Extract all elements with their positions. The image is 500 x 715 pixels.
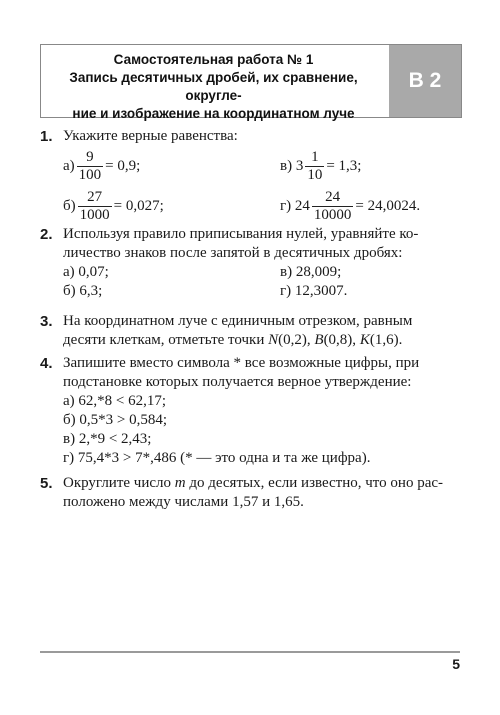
option-g: г) 75,4*3 > 7*,486 (* — это одна и та же цифра). — [63, 450, 371, 466]
option-label: г) 24 — [280, 197, 310, 214]
numerator: 27 — [78, 189, 112, 207]
task-number: 1. — [40, 128, 53, 145]
header-subtitle-line1: Запись десятичных дробей, их сравнение, округле- — [69, 70, 358, 103]
denominator: 10000 — [313, 206, 352, 223]
task-number: 4. — [40, 355, 53, 372]
fraction — [77, 149, 104, 184]
task-text: до десятых, если известно, что оно рас- — [185, 475, 444, 491]
task-text-line1 — [63, 474, 465, 493]
option-b: б) 0,5*3 > 0,584; — [63, 412, 168, 428]
option-v: в) 2,*9 < 2,43; — [63, 431, 152, 447]
fraction — [78, 189, 112, 224]
denominator: 1000 — [79, 206, 110, 223]
option-label: б) — [63, 197, 76, 214]
header-subtitle-line2: ние и изображение на координатном луче — [72, 106, 355, 121]
point-label: N — [268, 332, 279, 348]
point-value: (1,6). — [369, 332, 403, 348]
task-number: 5. — [40, 475, 53, 492]
task-2 — [40, 225, 465, 301]
denominator: 100 — [78, 166, 102, 183]
option-label: а) — [63, 157, 75, 174]
option-v: в) 28,009; — [280, 264, 342, 280]
point-value: (0,8), — [323, 332, 360, 348]
numerator: 9 — [77, 149, 104, 167]
task-text-line1: На координатном луче с единичным отрезком, равным — [63, 313, 413, 329]
task-text-line2: подстановке которых получается верное утверждение: — [63, 374, 412, 390]
option-g: г) 12,3007. — [280, 283, 348, 299]
option-b: б) 6,3; — [63, 283, 103, 299]
option-a: а) 62,*8 < 62,17; — [63, 393, 167, 409]
equation-rest: = 0,9; — [105, 157, 141, 174]
equation-rest: = 1,3; — [326, 157, 362, 174]
task-2-row-1 — [63, 263, 465, 282]
denominator: 10 — [307, 166, 323, 183]
option-label: в) 3 — [280, 157, 304, 174]
fraction — [312, 189, 354, 224]
task-4 — [40, 354, 465, 468]
task-text: десяти клеткам, отметьте точки — [63, 332, 269, 348]
task-1-row-2 — [63, 186, 465, 226]
point-label: B — [314, 332, 324, 348]
task-text-line2 — [63, 331, 465, 350]
variant-badge: В 2 — [389, 45, 461, 117]
task-number: 3. — [40, 313, 53, 330]
page-number: 5 — [452, 656, 460, 672]
point-label: K — [359, 332, 370, 348]
task-text: Округлите число — [63, 475, 175, 491]
fraction — [305, 149, 324, 184]
worksheet-header — [40, 44, 462, 121]
numerator: 1 — [305, 149, 324, 167]
task-1-row-1 — [63, 146, 465, 186]
task-text-line1: Используя правило приписывания нулей, уравняйте ко- — [63, 226, 419, 242]
task-3 — [40, 312, 465, 350]
numerator: 24 — [312, 189, 354, 207]
point-value: (0,2), — [278, 332, 315, 348]
header-text — [41, 51, 386, 123]
task-text-line2: личество знаков после запятой в десятичных дробях: — [63, 245, 403, 261]
equation-rest: = 24,0024. — [355, 197, 421, 214]
task-number: 2. — [40, 226, 53, 243]
equation-rest: = 0,027; — [113, 197, 164, 214]
task-text-line1: Запишите вместо символа * все возможные цифры, при — [63, 355, 420, 371]
task-1 — [40, 127, 465, 226]
task-text-line2: положено между числами 1,57 и 1,65. — [63, 494, 304, 510]
variable: m — [174, 475, 186, 491]
task-2-row-2 — [63, 282, 465, 301]
option-a: а) 0,07; — [63, 264, 109, 280]
task-text: Укажите верные равенства: — [63, 128, 238, 144]
task-5 — [40, 474, 465, 512]
header-title: Самостоятельная работа № 1 — [113, 52, 314, 67]
footer-divider — [40, 651, 460, 653]
